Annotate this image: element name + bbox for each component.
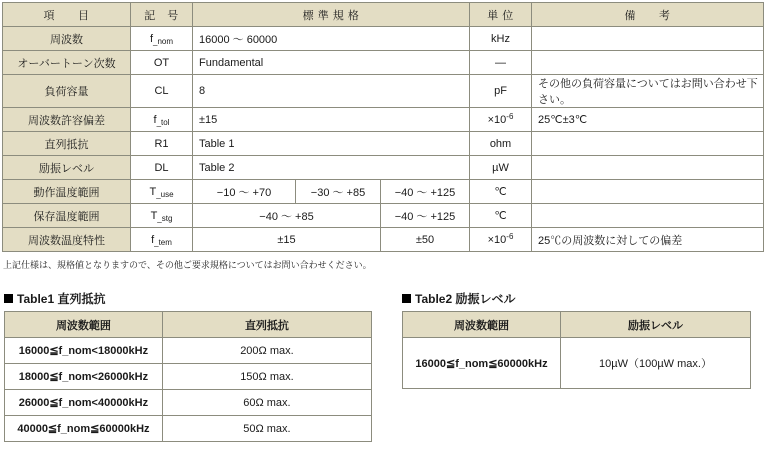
row-item-label: 周波数	[3, 27, 131, 51]
row-unit: ℃	[470, 180, 532, 204]
table1-range: 16000≦f_nom<18000kHz	[5, 338, 163, 364]
row-remark	[532, 180, 764, 204]
unit-base: ×10	[487, 113, 507, 126]
table-row	[3, 75, 764, 108]
table1-value: 200Ω max.	[162, 338, 371, 364]
row-spec-value: −30 ～ +85	[296, 180, 381, 204]
row-remark	[532, 132, 764, 156]
symbol-sub: _tem	[154, 237, 172, 247]
row-unit: kHz	[470, 27, 532, 51]
footnote: 上記仕様は、規格値となりますので、その他ご要求規格についてはお問い合わせください。	[3, 260, 372, 270]
table1-value: 150Ω max.	[162, 364, 371, 390]
specification-table	[2, 2, 764, 252]
header-spec: 標 準 規 格	[193, 3, 470, 27]
row-symbol	[131, 180, 193, 204]
row-spec-value: Fundamental	[193, 51, 470, 75]
row-unit: ℃	[470, 204, 532, 228]
row-spec-value: ±50	[381, 228, 470, 252]
datasheet-page	[0, 2, 765, 452]
symbol-base: T	[149, 185, 157, 198]
table-row	[3, 27, 764, 51]
row-remark	[532, 27, 764, 51]
row-unit	[470, 108, 532, 132]
table-row	[5, 416, 372, 442]
row-spec-value: −40 ～ +85	[193, 204, 381, 228]
row-symbol	[131, 156, 193, 180]
row-symbol	[131, 132, 193, 156]
table1-block	[4, 290, 372, 442]
table-row	[3, 156, 764, 180]
table-row	[3, 228, 764, 252]
table-row	[403, 338, 751, 389]
table-row	[5, 390, 372, 416]
table1-value: 60Ω max.	[162, 390, 371, 416]
symbol-base: f	[149, 32, 154, 45]
table2-value: 10µW（100µW max.）	[561, 338, 751, 389]
symbol-sub: _stg	[157, 213, 173, 223]
table2-header-range: 周波数範囲	[403, 312, 561, 338]
row-spec-value: ±15	[193, 228, 381, 252]
table1-header-range: 周波数範囲	[5, 312, 163, 338]
symbol-base: f	[151, 233, 155, 246]
table1-heading	[4, 290, 372, 307]
table-header-row	[3, 3, 764, 27]
table2-heading	[402, 290, 752, 307]
header-remark: 備 考	[532, 3, 764, 27]
row-spec-value: 16000 ～ 60000	[193, 27, 470, 51]
row-symbol	[131, 27, 193, 51]
header-item: 項 目	[3, 3, 131, 27]
row-remark: 25℃±3℃	[532, 108, 764, 132]
symbol-base: DL	[154, 161, 169, 174]
bullet-square-icon	[4, 294, 13, 303]
row-remark	[532, 156, 764, 180]
table2-heading-text: Table2 励振レベル	[415, 292, 516, 306]
table1-range: 40000≦f_nom≦60000kHz	[5, 416, 163, 442]
table1-series-resistance	[4, 311, 372, 442]
row-symbol	[131, 204, 193, 228]
row-spec-value: Table 1	[193, 132, 470, 156]
row-spec-value: −10 ～ +70	[193, 180, 296, 204]
row-symbol	[131, 228, 193, 252]
table-row	[3, 132, 764, 156]
table2-header-drive: 励振レベル	[561, 312, 751, 338]
table-row	[5, 364, 372, 390]
symbol-base: OT	[153, 56, 170, 69]
row-item-label: オーバートーン次数	[3, 51, 131, 75]
symbol-sub: _use	[156, 189, 174, 199]
row-unit: —	[470, 51, 532, 75]
symbol-base: T	[150, 209, 158, 222]
table-row	[3, 204, 764, 228]
table2-drive-level	[402, 311, 751, 389]
row-item-label: 周波数許容偏差	[3, 108, 131, 132]
row-item-label: 保存温度範囲	[3, 204, 131, 228]
row-symbol	[131, 75, 193, 108]
table2-range: 16000≦f_nom≦60000kHz	[403, 338, 561, 389]
row-spec-value: −40 ～ +125	[381, 204, 470, 228]
bullet-square-icon	[402, 294, 411, 303]
row-item-label: 負荷容量	[3, 75, 131, 108]
unit-exponent: -6	[506, 231, 514, 241]
table-row	[3, 51, 764, 75]
table2-block	[402, 290, 752, 442]
row-spec-value: 8	[193, 75, 470, 108]
table-row	[3, 180, 764, 204]
row-item-label: 周波数温度特性	[3, 228, 131, 252]
header-unit: 単 位	[470, 3, 532, 27]
row-spec-value: −40 ～ +125	[381, 180, 470, 204]
table1-range: 26000≦f_nom<40000kHz	[5, 390, 163, 416]
row-remark: 25℃の周波数に対しての偏差	[532, 228, 764, 252]
row-unit	[470, 228, 532, 252]
symbol-base: f	[153, 113, 157, 126]
symbol-sub: _tol	[156, 117, 170, 127]
table-header-row	[403, 312, 751, 338]
unit-exponent: -6	[506, 111, 514, 121]
table-row	[5, 338, 372, 364]
table1-value: 50Ω max.	[162, 416, 371, 442]
row-remark: その他の負荷容量についてはお問い合わせ下さい。	[532, 75, 764, 108]
row-item-label: 励振レベル	[3, 156, 131, 180]
row-spec-value: Table 2	[193, 156, 470, 180]
table-row	[3, 108, 764, 132]
row-unit: pF	[470, 75, 532, 108]
row-unit: µW	[470, 156, 532, 180]
row-item-label: 直列抵抗	[3, 132, 131, 156]
row-symbol	[131, 108, 193, 132]
row-spec-value: ±15	[193, 108, 470, 132]
table1-header-resistance: 直列抵抗	[162, 312, 371, 338]
sub-tables-section	[0, 290, 765, 442]
symbol-base: R1	[154, 137, 169, 150]
header-symbol: 記 号	[131, 3, 193, 27]
table-header-row	[5, 312, 372, 338]
row-remark	[532, 51, 764, 75]
table1-range: 18000≦f_nom<26000kHz	[5, 364, 163, 390]
row-item-label: 動作温度範囲	[3, 180, 131, 204]
unit-base: ×10	[487, 233, 507, 246]
row-remark	[532, 204, 764, 228]
symbol-sub: _nom	[153, 36, 174, 46]
table1-heading-text: Table1 直列抵抗	[17, 292, 106, 306]
row-unit: ohm	[470, 132, 532, 156]
symbol-base: CL	[154, 85, 169, 97]
row-symbol	[131, 51, 193, 75]
